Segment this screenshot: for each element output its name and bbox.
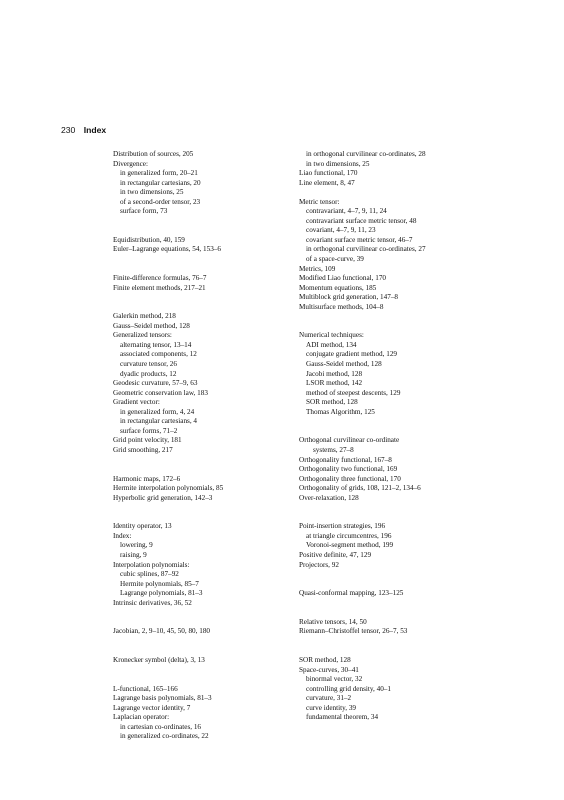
index-entry: Momentum equations, 185 [299, 283, 377, 292]
index-subentry: Thomas Algorithm, 125 [306, 407, 375, 416]
index-entry: L-functional, 165–166 [113, 684, 178, 693]
index-entry: Laplacian operator: [113, 713, 170, 722]
index-subentry: curvature tensor, 26 [120, 360, 177, 369]
index-entry: Geometric conservation law, 183 [113, 388, 208, 397]
index-entry: Over-relaxation, 128 [299, 493, 359, 502]
index-entry: Orthogonality functional, 167–8 [299, 455, 392, 464]
index-subentry: Lagrange polynomials, 81–3 [120, 589, 203, 598]
index-subentry: systems, 27–8 [313, 445, 354, 454]
index-entry: Lagrange vector identity, 7 [113, 703, 191, 712]
index-subentry: covariant, 4–7, 9, 11, 23 [306, 226, 376, 235]
index-entry: Liao functional, 170 [299, 169, 358, 178]
index-subentry: in rectangular cartesians, 20 [120, 178, 201, 187]
index-entry: Multisurface methods, 104–8 [299, 302, 384, 311]
index-entry: Hyperbolic grid generation, 142–3 [113, 493, 213, 502]
section-gap [299, 608, 489, 618]
index-subentry: at triangle circumcentres, 196 [306, 531, 392, 540]
index-entry: Orthogonal curvilinear co-ordinate [299, 436, 400, 445]
section-gap [113, 255, 303, 265]
index-subentry: in generalized form, 4, 24 [120, 407, 195, 416]
section-gap [113, 666, 303, 676]
index-subentry: raising, 9 [120, 550, 147, 559]
index-entry: Jacobian, 2, 9–10, 45, 50, 80, 180 [113, 627, 211, 636]
index-entry: Positive definite, 47, 129 [299, 550, 372, 559]
section-gap [113, 637, 303, 647]
index-entry: Riemann–Christoffel tensor, 26–7, 53 [299, 627, 408, 636]
running-head [61, 125, 106, 136]
index-subentry: ADI method, 134 [306, 340, 357, 349]
section-gap [299, 599, 489, 609]
section-gap [113, 265, 303, 275]
index-entry: Metrics, 109 [299, 264, 336, 273]
index-column-left [113, 150, 303, 742]
section-gap [299, 637, 489, 647]
index-entry: Orthogonality three functional, 170 [299, 474, 401, 483]
index-entry: Numerical techniques: [299, 331, 364, 340]
index-subentry: in two dimensions, 25 [306, 159, 370, 168]
section-gap [113, 293, 303, 303]
index-entry: Line element, 8, 47 [299, 178, 355, 187]
index-subentry: surface forms, 71–2 [120, 426, 178, 435]
index-entry: SOR method, 128 [299, 655, 351, 664]
index-subentry: in orthogonal curvilinear co-ordinates, 28 [306, 150, 426, 158]
index-entry: Generalized tensors: [113, 331, 172, 340]
index-entry: Index: [113, 531, 132, 540]
index-entry: Divergence: [113, 159, 148, 168]
index-entry: Orthogonality of grids, 108, 121–2, 134–6 [299, 484, 421, 493]
index-subentry: in orthogonal curvilinear co-ordinates, 27 [306, 245, 426, 254]
index-entry: Lagrange basis polynomials, 81–3 [113, 694, 212, 703]
index-entry: Interpolation polynomials: [113, 560, 190, 569]
index-subentry: Voronoi-segment method, 199 [306, 541, 394, 550]
index-subentry: fundamental theorem, 34 [306, 713, 379, 722]
index-entry: Relative tensors, 14, 50 [299, 617, 367, 626]
index-entry: Finite element methods, 217–21 [113, 283, 206, 292]
section-gap [299, 646, 489, 656]
section-gap [299, 513, 489, 523]
section-gap [299, 580, 489, 590]
index-entry: Quasi-conformal mapping, 123–125 [299, 589, 404, 598]
index-subentry: associated components, 12 [120, 350, 197, 359]
section-gap [299, 188, 489, 198]
index-subentry: surface form, 73 [120, 207, 168, 216]
section-gap [113, 303, 303, 313]
section-gap [299, 417, 489, 427]
section-gap [299, 570, 489, 580]
index-subentry: curvature, 31–2 [306, 694, 352, 703]
index-subentry: conjugate gradient method, 129 [306, 350, 398, 359]
index-subentry: in two dimensions, 25 [120, 188, 184, 197]
section-gap [113, 675, 303, 685]
index-entry: Equidistribution, 40, 159 [113, 235, 185, 244]
section-gap [113, 646, 303, 656]
index-entry: Finite-difference formulas, 76–7 [113, 274, 207, 283]
index-subentry: cubic splines, 87–92 [120, 570, 179, 579]
index-subentry: in rectangular cartesians, 4 [120, 417, 198, 426]
index-entry: Grid point velocity, 181 [113, 436, 182, 445]
index-subentry: dyadic products, 12 [120, 369, 177, 378]
index-subentry: in generalized co-ordinates, 22 [120, 732, 209, 741]
index-entry: Distribution of sources, 205 [113, 150, 194, 158]
index-subentry: contravariant, 4–7, 9, 11, 24 [306, 207, 387, 216]
index-entry: Orthogonality two functional, 169 [299, 465, 398, 474]
running-head-title: Index [83, 125, 107, 135]
index-entry: Hermite interpolation polynomials, 85 [113, 484, 224, 493]
index-subentry: Gauss-Seidel method, 128 [306, 360, 382, 369]
index-subentry: curve identity, 39 [306, 703, 357, 712]
index-subentry: lowering, 9 [120, 541, 153, 550]
index-subentry: Jacobi method, 128 [306, 369, 363, 378]
index-entry: Identity operator, 13 [113, 522, 172, 531]
index-entry: Space-curves, 30–41 [299, 665, 359, 674]
index-subentry: LSOR method, 142 [306, 379, 363, 388]
section-gap [299, 427, 489, 437]
index-entry: Modified Liao functional, 170 [299, 274, 387, 283]
section-gap [113, 465, 303, 475]
index-entry: Harmonic maps, 172–6 [113, 474, 181, 483]
index-entry: Projectors, 92 [299, 560, 339, 569]
section-gap [113, 608, 303, 618]
page-number: 230 [61, 125, 76, 135]
index-entry: Multiblock grid generation, 147–8 [299, 293, 399, 302]
index-entry: Point-insertion strategies, 196 [299, 522, 386, 531]
index-subentry: method of steepest descents, 129 [306, 388, 401, 397]
section-gap [113, 618, 303, 628]
section-gap [113, 503, 303, 513]
section-gap [113, 217, 303, 227]
index-entry: Gradient vector: [113, 398, 160, 407]
index-entry: Geodesic curvature, 57–9, 63 [113, 379, 198, 388]
index-subentry: SOR method, 128 [306, 398, 358, 407]
section-gap [113, 513, 303, 523]
index-subentry: in generalized form, 20–21 [120, 169, 198, 178]
section-gap [113, 226, 303, 236]
index-subentry: contravariant surface metric tensor, 48 [306, 216, 417, 225]
index-subentry: of a space-curve, 39 [306, 255, 364, 264]
section-gap [299, 322, 489, 332]
index-subentry: alternating tensor, 13–14 [120, 340, 192, 349]
index-entry: Metric tensor: [299, 197, 340, 206]
index-subentry: in cartesian co-ordinates, 16 [120, 722, 202, 731]
index-entry: Intrinsic derivatives, 36, 52 [113, 598, 192, 607]
index-entry: Kronecker symbol (delta), 3, 13 [113, 655, 205, 664]
index-entry: Grid smoothing, 217 [113, 445, 173, 454]
section-gap [113, 456, 303, 466]
index-column-right [299, 150, 489, 723]
index-subentry: binormal vector, 32 [306, 675, 363, 684]
index-entry: Galerkin method, 218 [113, 312, 176, 321]
index-subentry: of a second-order tensor, 23 [120, 197, 201, 206]
index-entry: Euler–Lagrange equations, 54, 153–6 [113, 245, 221, 254]
section-gap [299, 503, 489, 513]
index-subentry: Hermite polynomials, 85–7 [120, 579, 199, 588]
index-entry: Gauss–Seidel method, 128 [113, 321, 190, 330]
index-subentry: controlling grid density, 40–1 [306, 684, 391, 693]
section-gap [299, 312, 489, 322]
index-subentry: covariant surface metric tensor, 46–7 [306, 235, 413, 244]
